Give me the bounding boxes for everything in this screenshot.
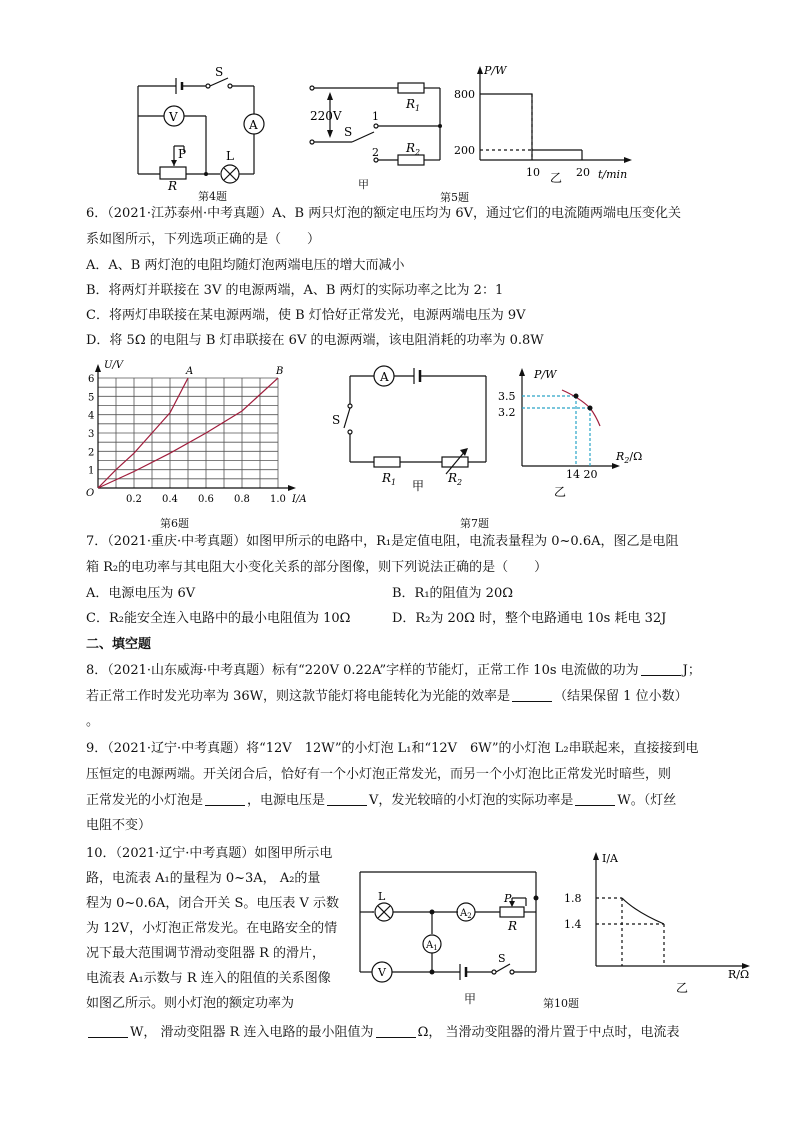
x-tick-label: 0.2 (126, 494, 142, 505)
q4-label-a: A (249, 118, 258, 132)
q6-option-b: B．将两灯并联接在 3V 的电源两端，A、B 两灯的实际功率之比为 2：1 (86, 283, 504, 298)
q10-circuit-label: 甲 (464, 992, 477, 1006)
q7-graph-ytick: 3.2 (498, 406, 516, 419)
q9-text: 正常发光的小灯泡是 (86, 793, 204, 808)
q6-option-d: D．将 5Ω 的电阻与 B 灯串联接在 6V 的电源两端，该电阻消耗的功率为 0.8W (86, 333, 544, 348)
q9-line3 (86, 789, 716, 813)
q10-line1: 10．（2021·辽宁·中考真题）如图甲所示电 (86, 846, 333, 861)
x-tick-label: 0.6 (198, 494, 214, 505)
q10-blank-resistance[interactable] (376, 1023, 416, 1038)
q7-option-b: B．R₁的阻值为 20Ω (392, 586, 514, 601)
q6-caption: 第6题 (160, 517, 189, 530)
q10-line8 (86, 1021, 716, 1045)
q8-text: 8．（2021·山东威海·中考真题）标有“220V 0.22A”字样的节能灯，正常工作 10s 电流做的功为 (86, 663, 639, 678)
q10-label-a2: $A_2$ (460, 908, 472, 920)
q7-graph-xticks: 14 20 (566, 468, 598, 481)
q7-graph-ytick: 3.5 (498, 390, 516, 403)
q10-graph-ylabel: I/A (602, 852, 618, 865)
y-axis-arrow (95, 364, 101, 372)
q6-ui-chart (80, 356, 310, 506)
q7-graph-ylabel: P/W (534, 368, 557, 381)
q9-blank-lamp[interactable] (205, 791, 245, 806)
section-fill-in: 二、填空题 (86, 637, 152, 652)
q10-line5: 况下最大范围调节滑动变阻器 R 的滑片， (86, 946, 326, 961)
q7-label-s: S (332, 413, 341, 427)
series-label-A: A (186, 366, 194, 377)
q7-graph-label: 乙 (554, 485, 567, 499)
q5-label-r1: $R_1$ (406, 97, 421, 113)
q10-blank-power[interactable] (88, 1023, 128, 1038)
q9-line4: 电阻不变） (86, 818, 152, 833)
q6-option-c: C．将两灯串联接在某电源两端，使 B 灯恰好正常发光，电源两端电压为 9V (86, 308, 526, 323)
q10-label-r: R (508, 919, 518, 933)
q4-caption: 第4题 (198, 190, 227, 203)
q10-text: W， 滑动变阻器 R 连入电路的最小阻值为 (130, 1025, 374, 1040)
q10-caption: 第10题 (543, 997, 579, 1010)
q4-label-s: S (215, 65, 224, 79)
origin-label: O (86, 488, 95, 499)
q7-option-a: A．电源电压为 6V (86, 586, 196, 601)
q7-label-r2: $R_2$ (448, 471, 463, 487)
q5-graph-xtick: 20 (576, 166, 590, 179)
q4-label-p: P (178, 147, 187, 161)
series-label-B: B (276, 366, 284, 377)
q5-graph-ytick: 200 (454, 144, 475, 157)
q10-label-v: V (378, 966, 386, 979)
y-tick-label: 1 (88, 465, 95, 477)
q8-line2 (86, 685, 716, 709)
q10-text: Ω， 当滑动变阻器的滑片置于中点时，电流表 (417, 1025, 680, 1040)
q10-line2: 路，电流表 A₁的量程为 0~3A， A₂的量 (86, 871, 321, 886)
q10-graph-ytick: 1.4 (564, 918, 582, 931)
x-tick-label: 0.8 (234, 494, 250, 505)
q10-line7: 如图乙所示。则小灯泡的额定功率为 (86, 996, 295, 1011)
q4-circuit-figure (128, 62, 278, 192)
q9-text: W。（灯丝 (617, 793, 677, 808)
y-tick-label: 5 (88, 392, 95, 404)
q8-note: （结果保留 1 位小数） (554, 689, 688, 704)
x-axis-label: I/A (292, 494, 307, 505)
q10-line3: 程为 0~0.6A，闭合开关 S。电压表 V 示数 (86, 896, 340, 911)
q10-circuit-figure (350, 862, 550, 992)
q7-label-a: A (380, 370, 389, 384)
q6-stem-line2: 系如图所示，下列选项正确的是（ ） (86, 232, 321, 247)
x-tick-label: 1.0 (270, 494, 286, 505)
q8-line3: 。 (86, 714, 100, 729)
q8-unit: J； (682, 663, 701, 678)
q8-text: 若正常工作时发光功率为 36W，则这款节能灯将电能转化为光能的效率是 (86, 689, 511, 704)
q7-option-c: C．R₂能安全连入电路中的最小电阻值为 10Ω (86, 611, 351, 626)
q5-graph-ytick: 800 (454, 88, 475, 101)
y-tick-label: 4 (88, 410, 95, 422)
q7-circuit-figure (330, 362, 500, 492)
q5-label-s: S (344, 125, 353, 139)
q10-graph-ytick: 1.8 (564, 892, 582, 905)
q9-text: ，电源电压是 (247, 793, 326, 808)
q7-stem-line1: 7．（2021·重庆·中考真题）如图甲所示的电路中，R₁是定值电阻，电流表量程为 0~0.6A，图乙是电阻 (86, 534, 679, 549)
x-axis-arrow (288, 485, 296, 491)
y-tick-label: 3 (88, 429, 95, 440)
q5-label-pos1: 1 (372, 110, 379, 123)
q5-circuit-figure (300, 76, 450, 186)
q5-caption: 第5题 (440, 191, 469, 204)
q7-caption: 第7题 (460, 517, 489, 530)
q6-stem-line1: 6．（2021·江苏泰州·中考真题）A、B 两只灯泡的额定电压均为 6V，通过它们的电流随两端电压变化关 (86, 206, 681, 221)
q10-label-a1: $A_1$ (426, 940, 438, 952)
q10-line6: 电流表 A₁示数与 R 连入的阻值的关系图像 (86, 971, 331, 986)
q8-blank-efficiency[interactable] (512, 687, 552, 702)
q7-option-d: D．R₂为 20Ω 时，整个电路通电 10s 耗电 32J (392, 611, 667, 626)
q8-line1 (86, 659, 716, 683)
q4-label-r: R (168, 179, 178, 192)
q9-line1: 9．（2021·辽宁·中考真题）将“12V 12W”的小灯泡 L₁和“12V 6W”的小灯泡 L₂串联起来，直接接到电 (86, 741, 699, 756)
q10-graph-label: 乙 (676, 981, 689, 995)
q5-graph-xtick: 10 (526, 166, 540, 179)
q10-current-graph (560, 846, 760, 996)
y-tick-label: 6 (88, 374, 95, 385)
q5-label-r2: $R_2$ (406, 141, 421, 157)
q5-label-voltage: 220V (310, 109, 342, 123)
q5-graph-xlabel: t/min (598, 168, 628, 181)
q5-graph-ylabel: P/W (484, 64, 507, 77)
q10-label-s: S (498, 952, 506, 965)
q9-line2: 压恒定的电源两端。开关闭合后，恰好有一个小灯泡正常发光，而另一个小灯泡比正常发光时暗些，则 (86, 767, 672, 782)
q7-power-graph (492, 364, 662, 504)
q7-label-r1: $R_1$ (382, 471, 397, 487)
q7-circuit-label: 甲 (412, 479, 425, 492)
y-axis-label: U/V (104, 360, 124, 371)
q7-graph-xlabel: $R_2/\Omega$ (616, 450, 643, 465)
q5-graph-label: 乙 (550, 171, 563, 185)
q9-blank-power[interactable] (575, 791, 615, 806)
q5-label-pos2: 2 (372, 146, 379, 159)
q10-label-l: L (378, 890, 386, 903)
x-tick-label: 0.4 (162, 494, 178, 505)
q10-graph-xlabel: R/Ω (728, 968, 750, 981)
q10-line4: 为 12V，小灯泡正常发光。在电路安全的情 (86, 921, 338, 936)
q7-stem-line2: 箱 R₂的电功率与其电阻大小变化关系的部分图像，则下列说法正确的是（ ） (86, 560, 548, 575)
q6-option-a: A．A、B 两灯泡的电阻均随灯泡两端电压的增大而减小 (86, 258, 405, 273)
q5-circuit-label: 甲 (358, 178, 369, 191)
y-tick-label: 2 (88, 447, 95, 459)
q10-label-p: P (504, 892, 512, 905)
q4-label-l: L (226, 149, 234, 163)
q9-text: V，发光较暗的小灯泡的实际功率是 (369, 793, 574, 808)
q5-power-graph (448, 60, 638, 186)
q8-blank-work[interactable] (641, 661, 681, 676)
q4-label-v: V (169, 110, 178, 124)
q9-blank-voltage[interactable] (327, 791, 367, 806)
